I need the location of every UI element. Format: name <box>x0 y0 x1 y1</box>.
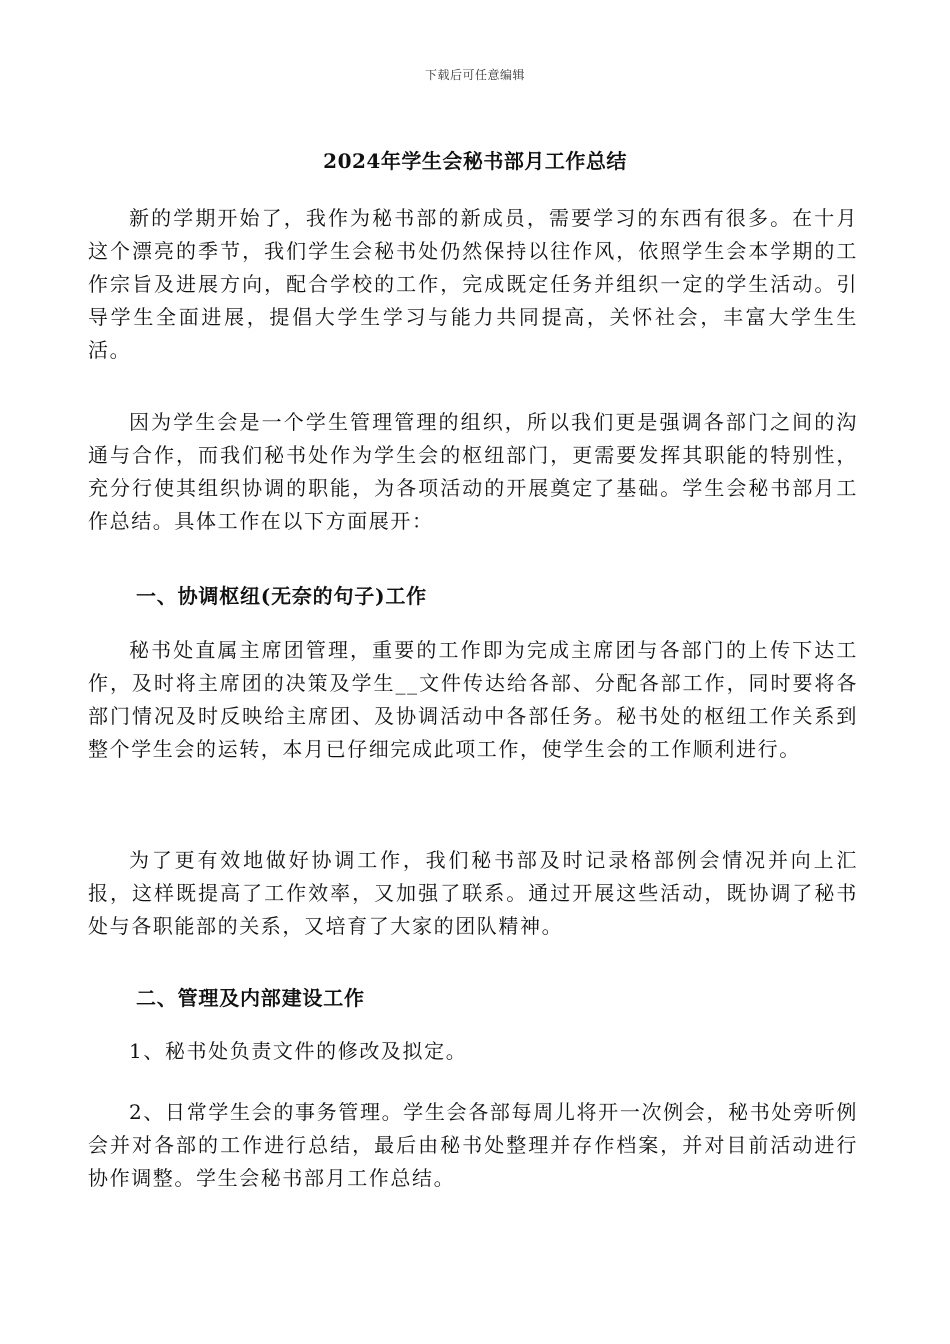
document-title: 2024年学生会秘书部月工作总结 <box>323 149 627 173</box>
paragraph-section1-2: 为了更有效地做好协调工作，我们秘书部及时记录格部例会情况并向上汇报，这样既提高了工作效率，又加强了联系。通过开展这些活动，既协调了秘书处与各职能部的关系，又培育了大家的团队精神。 <box>88 848 858 938</box>
paragraph-section2-1: 1、秘书处负责文件的修改及拟定。 <box>129 1039 468 1063</box>
paragraph-section1-1: 秘书处直属主席团管理，重要的工作即为完成主席团与各部门的上传下达工作，及时将主席团的决策及学生__文件传达给各部、分配各部工作，同时要将各部门情况及时反映给主席团、及协调活动中各部任务。秘书处的枢纽工作关系到整个学生会的运转，本月已仔细完成此项工作，使学生会的工作顺利进行。 <box>88 638 858 761</box>
paragraph-intro-1: 新的学期开始了，我作为秘书部的新成员，需要学习的东西有很多。在十月这个漂亮的季节，我们学生会秘书处仍然保持以往作风，依照学生会本学期的工作宗旨及进展方向，配合学校的工作，完成既定任务并组织一定的学生活动。引导学生全面进展，提倡大学生学习与能力共同提高，关怀社会，丰富大学生生活。 <box>88 206 858 362</box>
header-note: 下载后可任意编辑 <box>424 68 525 82</box>
section-heading-1: 一、协调枢纽(无奈的句子)工作 <box>136 584 427 608</box>
paragraph-section2-2: 2、日常学生会的事务管理。学生会各部每周儿将开一次例会，秘书处旁听例会并对各部的工作进行总结，最后由秘书处整理并存作档案，并对目前活动进行协作调整。学生会秘书部月工作总结。 <box>88 1100 858 1190</box>
paragraph-intro-2: 因为学生会是一个学生管理管理的组织，所以我们更是强调各部门之间的沟通与合作，而我们秘书处作为学生会的枢纽部门，更需要发挥其职能的特别性，充分行使其组织协调的职能，为各项活动的开展奠定了基础。学生会秘书部月工作总结。具体工作在以下方面展开： <box>88 410 858 533</box>
section-heading-2: 二、管理及内部建设工作 <box>136 986 365 1010</box>
